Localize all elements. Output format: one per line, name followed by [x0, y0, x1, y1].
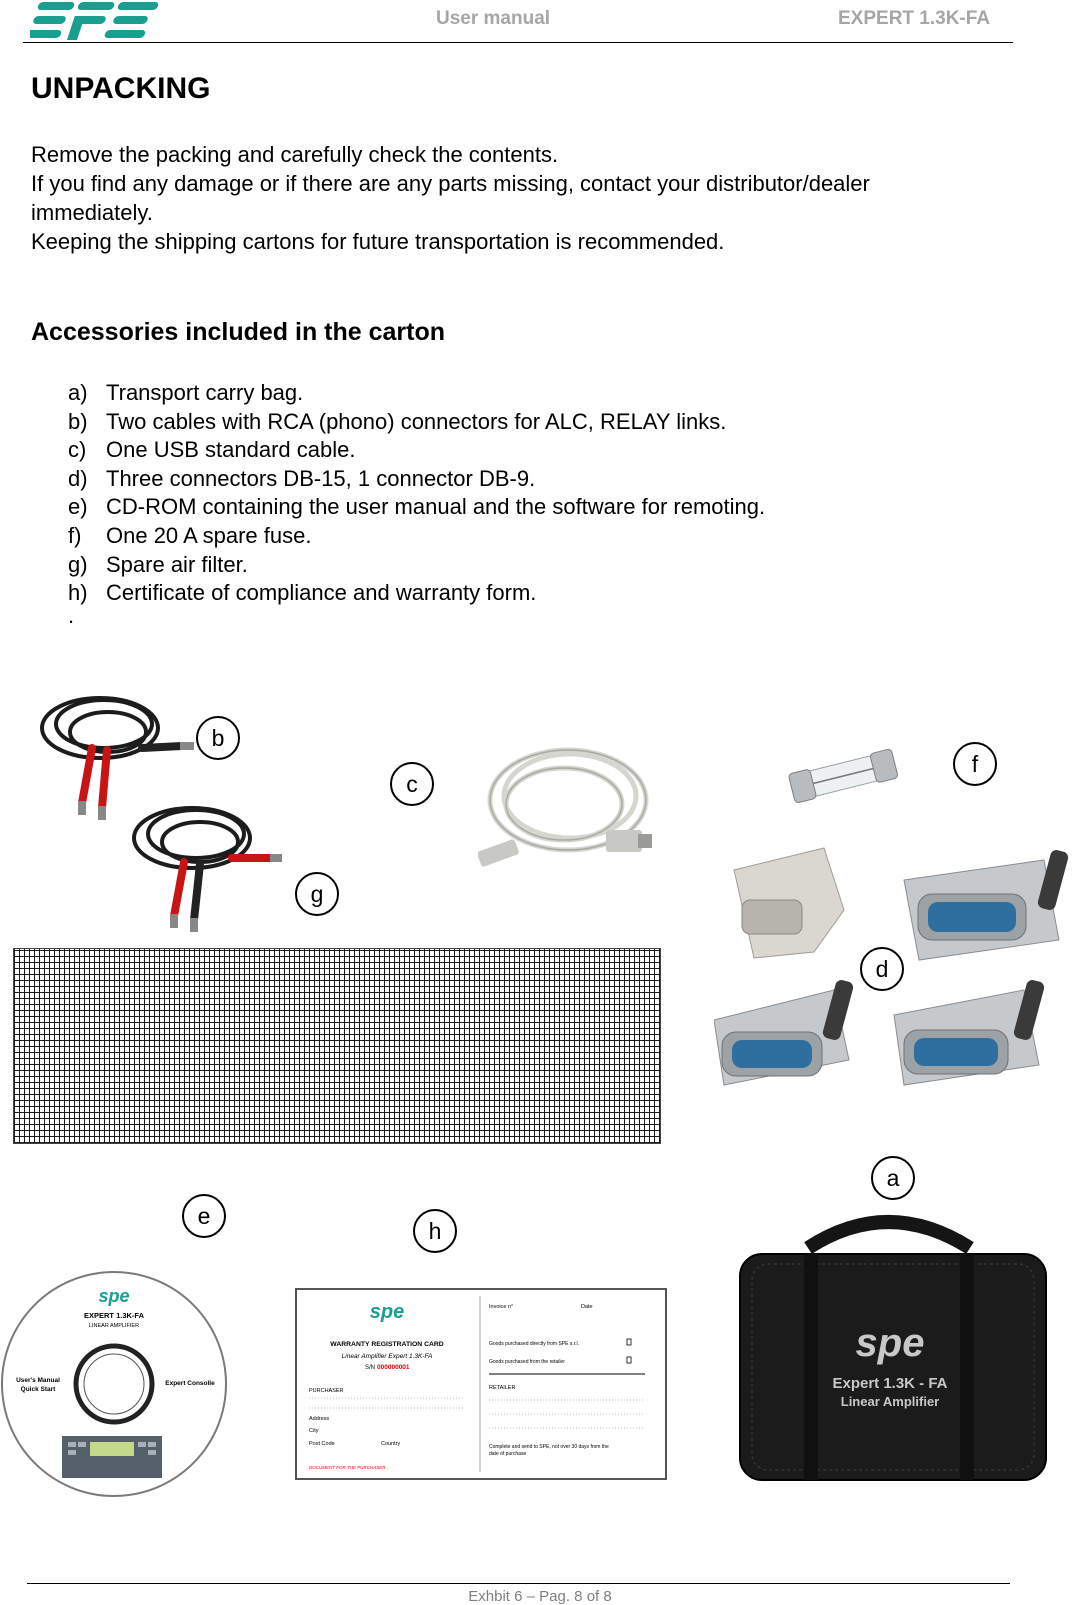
page-footer: Exhbit 6 – Pag. 8 of 8 [468, 1588, 612, 1605]
list-marker: b) [68, 408, 88, 434]
footer-divider [27, 1583, 1010, 1584]
cd-left-label-2: Quick Start [20, 1386, 56, 1393]
list-item-text: One 20 A spare fuse. [106, 522, 312, 548]
bag-logo: spe [855, 1321, 925, 1365]
list-marker: c) [68, 437, 87, 463]
list-item-text: Two cables with RCA (phono) connectors for ALC, RELAY links. [106, 408, 727, 434]
bag-line-1: Expert 1.3K - FA [832, 1375, 948, 1392]
list-item [68, 408, 765, 437]
list-marker: d) [68, 465, 88, 491]
accessories-heading: Accessories included in the carton [31, 318, 446, 346]
list-marker: h) [68, 580, 88, 606]
card-send-note-2: date of purchase [489, 1451, 527, 1457]
cd-logo: spe [98, 1286, 130, 1306]
usb-cable-image [478, 730, 658, 885]
callout-c: c [390, 762, 434, 806]
card-sn-label: S/N [364, 1365, 375, 1371]
intro-line: Remove the packing and carefully check the contents. [31, 142, 559, 167]
list-marker: f) [68, 522, 82, 548]
list-item [68, 493, 765, 522]
air-filter-image [13, 948, 661, 1144]
list-marker: g) [68, 551, 88, 577]
card-goods-retailer: Goods purchased from the retailer [489, 1359, 565, 1365]
accessories-list [68, 379, 765, 608]
list-item-text: CD-ROM containing the user manual and the software for remoting. [106, 494, 766, 520]
card-post-code: Post Code [309, 1441, 335, 1447]
list-item-text: One USB standard cable. [106, 437, 356, 463]
card-goods-direct: Goods purchased directly from SPE s.r.l. [489, 1341, 580, 1347]
carry-bag-image [738, 1208, 1050, 1484]
callout-h: h [413, 1209, 457, 1253]
card-sn-value: 000000001 [377, 1364, 410, 1371]
cd-rom-image [0, 1270, 232, 1502]
card-country: Country [381, 1441, 401, 1447]
page-title: UNPACKING [31, 72, 211, 105]
list-item [68, 436, 765, 465]
warranty-card-image [295, 1288, 667, 1480]
list-trailing-dot: . [68, 603, 75, 628]
list-item-text: Transport carry bag. [106, 380, 304, 405]
header-model: EXPERT 1.3K-FA [838, 8, 991, 29]
fuse-image [786, 745, 901, 805]
card-address: Address [309, 1416, 330, 1422]
card-product: Linear Amplifier Expert 1.3K-FA [341, 1353, 433, 1360]
intro-paragraph [31, 140, 1031, 256]
list-item [68, 465, 765, 494]
list-item-text: Certificate of compliance and warranty form. [106, 580, 537, 606]
list-item [68, 579, 765, 608]
card-city: City [309, 1428, 319, 1434]
callout-a: a [871, 1156, 915, 1200]
callout-f: f [953, 742, 997, 786]
card-logo: spe [369, 1301, 405, 1323]
rca-cables-image [32, 678, 282, 943]
spe-logo [30, 0, 162, 42]
list-item [68, 551, 765, 580]
cd-right-label: Expert Consolle [165, 1380, 215, 1387]
header-doc-type: User manual [436, 8, 551, 29]
list-item-text: Three connectors DB-15, 1 connector DB-9. [106, 465, 536, 491]
callout-g: g [295, 872, 339, 916]
callout-e: e [182, 1194, 226, 1238]
callout-b: b [196, 716, 240, 760]
header-divider [23, 42, 1013, 43]
list-item-text: Spare air filter. [106, 551, 248, 577]
card-retailer: RETAILER [489, 1385, 516, 1391]
intro-line: Keeping the shipping cartons for future transportation is recommended. [31, 229, 725, 254]
card-send-note-1: Complete and send to SPE, not over 30 days from the [489, 1444, 609, 1450]
callout-d: d [860, 947, 904, 991]
bag-line-2: Linear Amplifier [840, 1394, 940, 1409]
card-title: WARRANTY REGISTRATION CARD [330, 1341, 444, 1348]
card-footer-note: DOCUMENT FOR THE PURCHASER [309, 1465, 386, 1470]
cd-title: EXPERT 1.3K-FA [83, 1311, 145, 1320]
list-item [68, 379, 765, 408]
cd-subtitle: LINEAR AMPLIFIER [88, 1323, 140, 1329]
card-date: Date [581, 1304, 593, 1310]
card-invoice: Invoice n° [489, 1304, 514, 1310]
cd-left-label-1: User's Manual [16, 1377, 60, 1384]
card-purchaser: PURCHASER [309, 1388, 344, 1394]
intro-line: immediately. [31, 200, 153, 225]
list-marker: e) [68, 494, 88, 520]
list-marker: a) [68, 380, 88, 405]
list-item [68, 522, 765, 551]
intro-line: If you find any damage or if there are any parts missing, contact your distributor/dealer [31, 171, 870, 196]
